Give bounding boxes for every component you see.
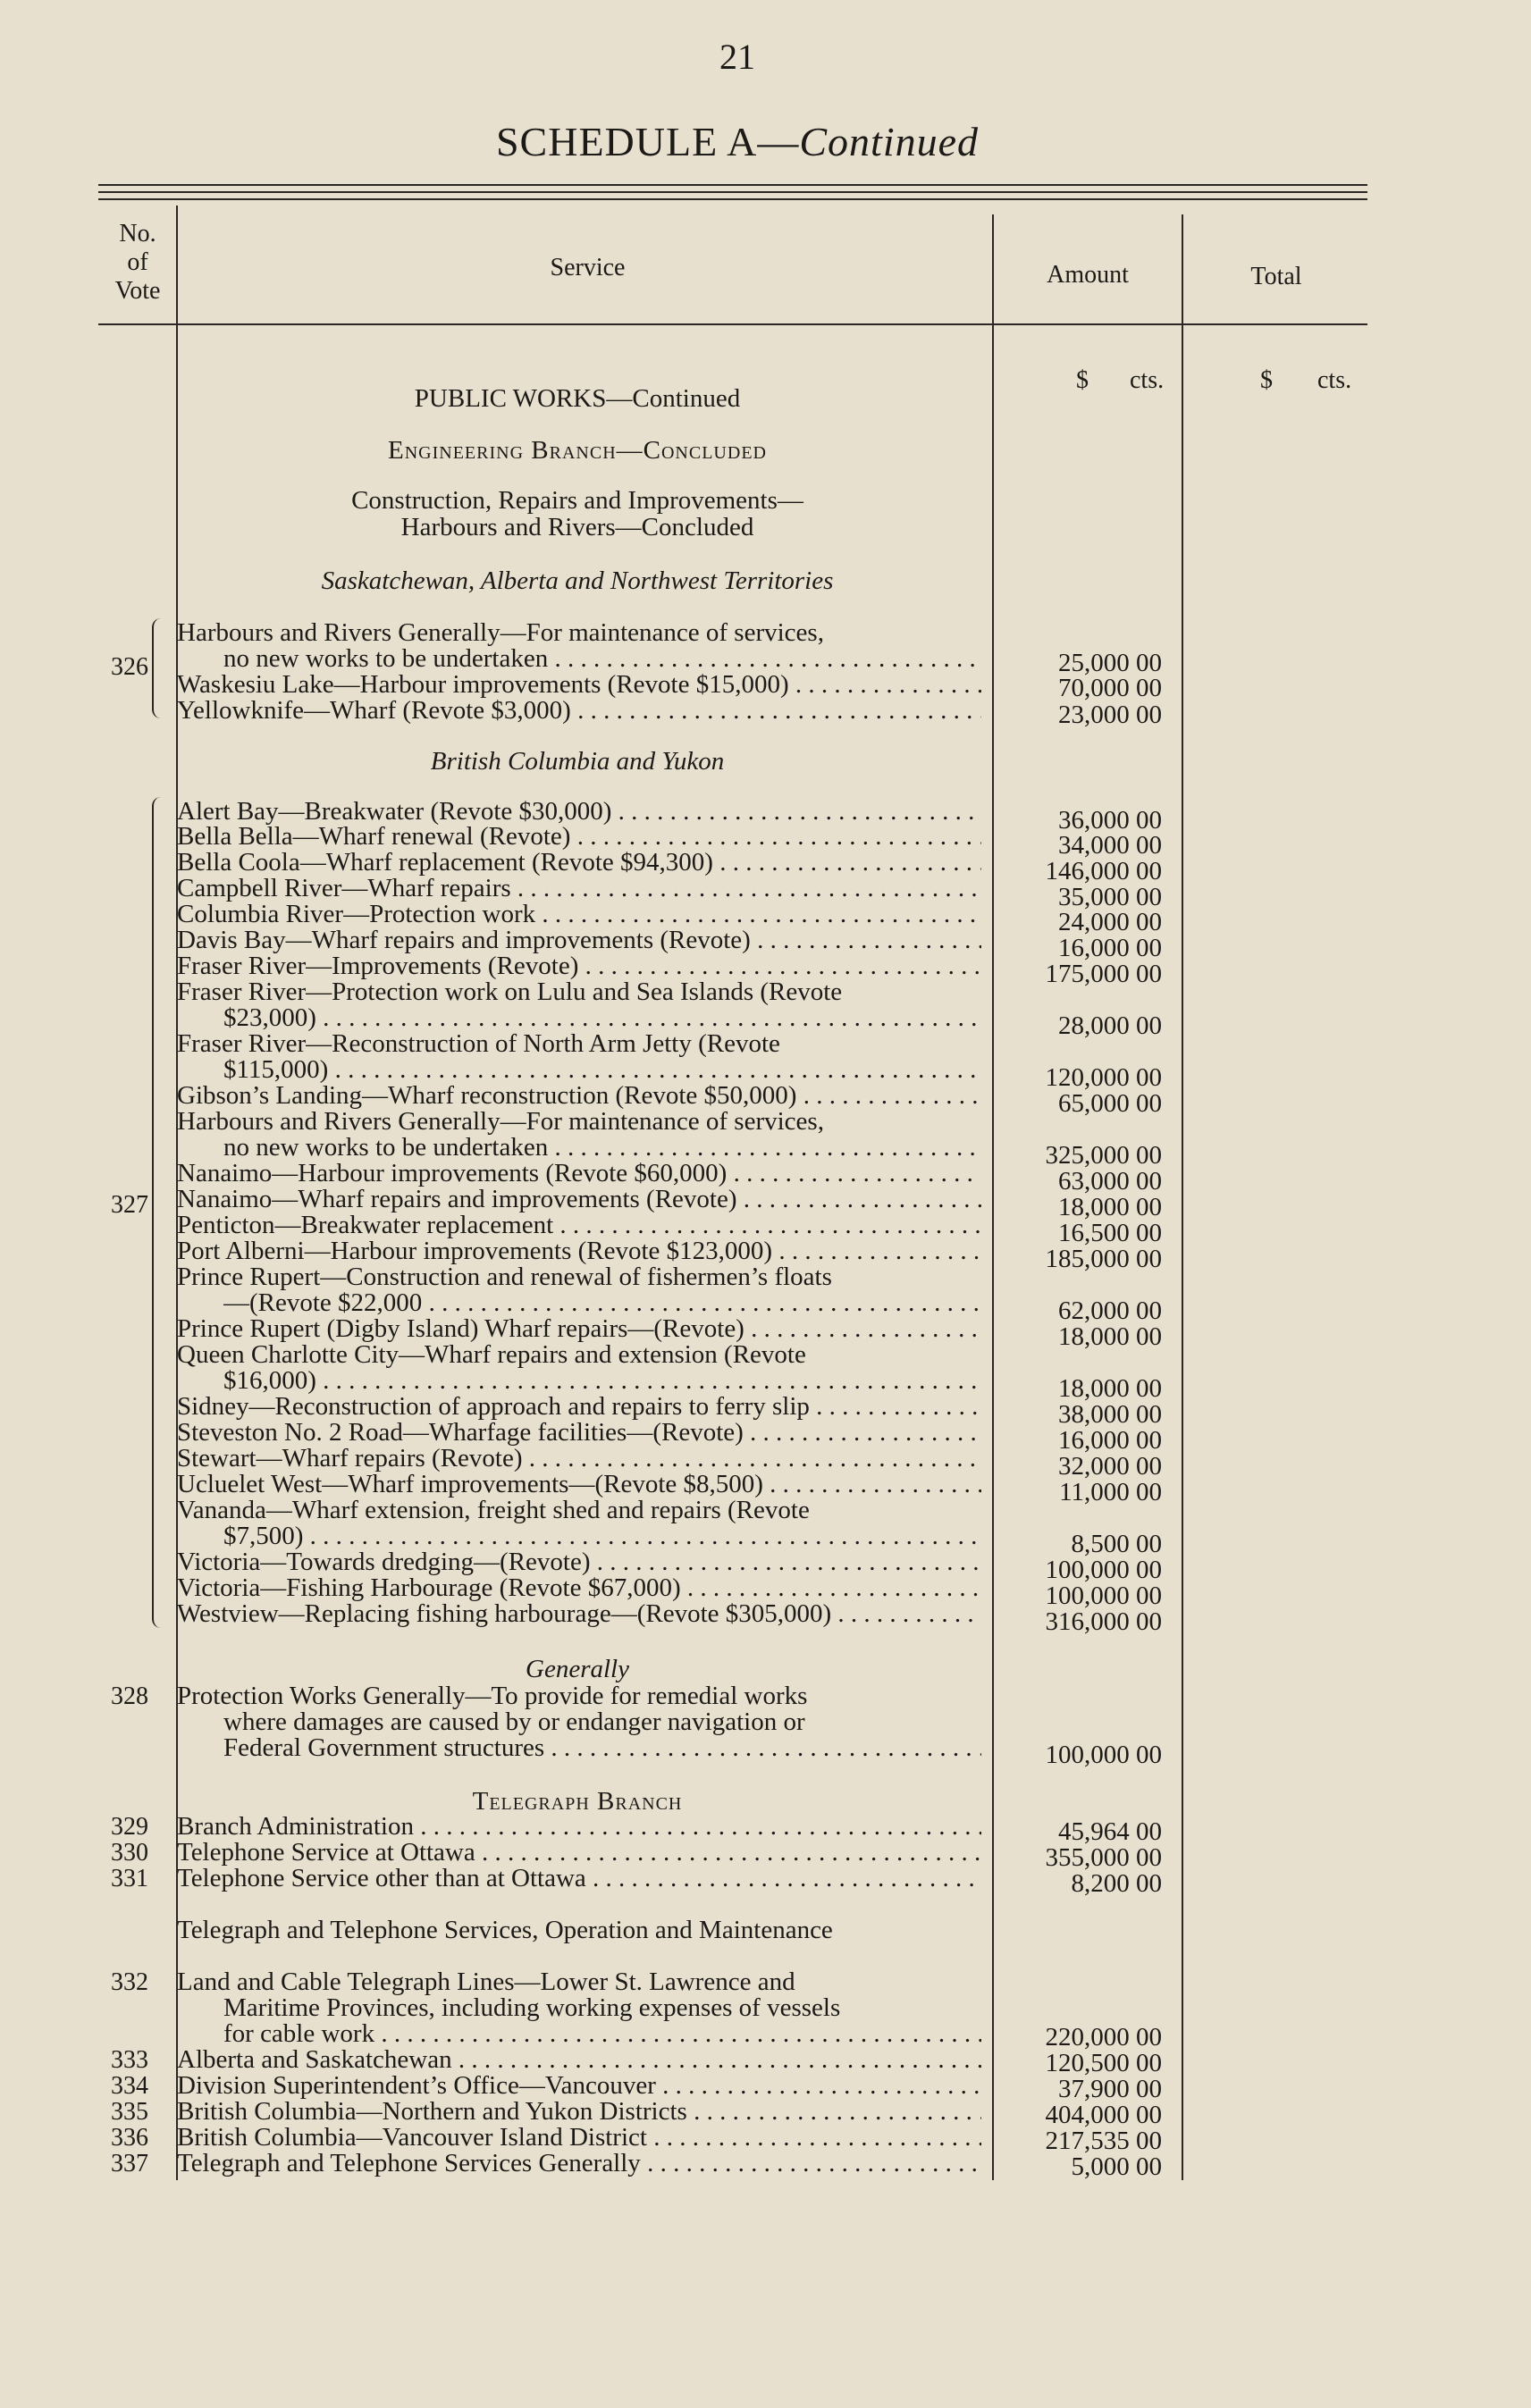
amount-value: 8,200 00 (1071, 1869, 1162, 1898)
service-line: Branch Administration . . . (177, 1814, 981, 1840)
service-line: Waskesiu Lake—Harbour improvements (Revote $15,000) . . . (177, 672, 981, 698)
service-line: British Columbia—Vancouver Island District . . . (177, 2125, 981, 2151)
section-generally: Generally (526, 1655, 629, 1683)
section-british-columbia: British Columbia and Yukon (430, 747, 725, 776)
vote-number: 334 (111, 2072, 148, 2100)
service-line: Gibson’s Landing—Wharf reconstruction (Revote $50,000) . . . (177, 1083, 981, 1109)
title-italic: Continued (799, 119, 980, 164)
section-public-works-text: PUBLIC WORKS—Continued (414, 384, 741, 413)
amount-value: 37,900 00 (1058, 2075, 1162, 2103)
service-line: Queen Charlotte City—Wharf repairs and extension (Revote (177, 1342, 806, 1368)
service-column-header: Service (550, 254, 626, 281)
vote-header-line: of (127, 248, 148, 276)
amount-value: 62,000 00 (1058, 1296, 1162, 1325)
top-rule-3 (98, 198, 1367, 200)
amount-value: 217,535 00 (1045, 2127, 1162, 2155)
amount-dollars-unit: $ (1076, 366, 1089, 394)
amount-value: 175,000 00 (1045, 960, 1162, 988)
vote-number: 328 (111, 1682, 148, 1710)
service-line: Alert Bay—Breakwater (Revote $30,000) . . . (177, 799, 981, 825)
vote-number: 335 (111, 2098, 148, 2126)
vote-header-line: No. (119, 220, 156, 248)
service-line: Protection Works Generally—To provide for remedial works (177, 1683, 808, 1709)
service-line: Stewart—Wharf repairs (Revote) . . . (177, 1446, 981, 1472)
service-line: Campbell River—Wharf repairs . . . (177, 876, 981, 902)
service-line: Prince Rupert (Digby Island) Wharf repairs—(Revote) . . . (177, 1316, 981, 1342)
amount-value: 34,000 00 (1058, 831, 1162, 860)
vote-number: 329 (111, 1813, 148, 1841)
service-line: Telephone Service other than at Ottawa . . . (177, 1866, 981, 1892)
amount-value: 18,000 00 (1058, 1193, 1162, 1221)
service-line: Fraser River—Improvements (Revote) . . . (177, 953, 981, 979)
amount-value: 325,000 00 (1045, 1141, 1162, 1170)
amount-value: 100,000 00 (1045, 1741, 1162, 1769)
amount-value: 70,000 00 (1058, 674, 1162, 702)
amount-value: 316,000 00 (1045, 1607, 1162, 1636)
vote-header-line: Vote (114, 277, 161, 305)
service-line: Sidney—Reconstruction of approach and repairs to ferry slip . . . (177, 1394, 981, 1420)
service-line: Vananda—Wharf extension, freight shed and repairs (Revote (177, 1498, 810, 1523)
service-line: Port Alberni—Harbour improvements (Revote $123,000) . . . (177, 1238, 981, 1264)
section-construction-line-1: Construction, Repairs and Improvements— (351, 486, 803, 515)
vote-column-header (93, 220, 182, 306)
schedule-title (0, 118, 1475, 165)
service-line: British Columbia—Northern and Yukon Districts . . . (177, 2099, 981, 2125)
amount-value: 404,000 00 (1045, 2101, 1162, 2129)
amount-value: 18,000 00 (1058, 1322, 1162, 1351)
service-line: $16,000) . . . (223, 1368, 981, 1394)
amount-value: 35,000 00 (1058, 883, 1162, 911)
amount-value: 220,000 00 (1045, 2023, 1162, 2051)
amount-value: 45,964 00 (1058, 1817, 1162, 1846)
total-cents-unit: cts. (1317, 366, 1352, 394)
vote-number: 337 (111, 2150, 148, 2177)
amount-value: 8,500 00 (1071, 1530, 1162, 1558)
section-construction-line-2: Harbours and Rivers—Concluded (400, 513, 754, 541)
service-line: $7,500) . . . (223, 1523, 981, 1549)
vote-number: 332 (111, 1968, 148, 1996)
service-line: Division Superintendent’s Office—Vancouver . . . (177, 2073, 981, 2099)
amount-value: 120,000 00 (1045, 1063, 1162, 1092)
service-line: Davis Bay—Wharf repairs and improvements (Revote) . . . (177, 927, 981, 953)
vote-326-brace (152, 618, 163, 718)
service-line: for cable work . . . (223, 2021, 981, 2047)
service-line: —(Revote $22,000 . . . (223, 1290, 981, 1316)
service-line: Harbours and Rivers Generally—For maintenance of services, (177, 1109, 824, 1135)
service-line: Fraser River—Protection work on Lulu and Sea Islands (Revote (177, 979, 843, 1005)
section-engineering-branch: Engineering Branch—Concluded (388, 436, 767, 465)
service-line: Ucluelet West—Wharf improvements—(Revote $8,500) . . . (177, 1472, 981, 1498)
amount-value: 100,000 00 (1045, 1582, 1162, 1610)
amount-value: 18,000 00 (1058, 1374, 1162, 1403)
vote-327-brace (152, 797, 163, 1628)
service-line: Harbours and Rivers Generally—For maintenance of services, (177, 620, 824, 646)
amount-value: 185,000 00 (1045, 1245, 1162, 1273)
amount-value: 5,000 00 (1071, 2152, 1162, 2181)
service-line: Alberta and Saskatchewan . . . (177, 2047, 981, 2073)
amount-value: 100,000 00 (1045, 1556, 1162, 1584)
header-bottom-rule (98, 323, 1367, 325)
service-line: Bella Coola—Wharf replacement (Revote $94,300) . . . (177, 850, 981, 876)
amount-value: 24,000 00 (1058, 908, 1162, 936)
vote-number: 333 (111, 2046, 148, 2074)
section-public-works (166, 386, 988, 412)
service-line: Victoria—Towards dredging—(Revote) . . . (177, 1549, 981, 1575)
vote-number: 336 (111, 2124, 148, 2152)
amount-value: 65,000 00 (1058, 1089, 1162, 1118)
service-line: Westview—Replacing fishing harbourage—(Revote $305,000) . . . (177, 1601, 981, 1627)
amount-value: 146,000 00 (1045, 857, 1162, 885)
service-line: Columbia River—Protection work . . . (177, 902, 981, 927)
title-main: SCHEDULE A— (495, 119, 800, 164)
total-column-header: Total (1250, 263, 1302, 290)
service-line: Nanaimo—Harbour improvements (Revote $60,000) . . . (177, 1161, 981, 1187)
top-rule-1 (98, 184, 1367, 186)
amount-value: 63,000 00 (1058, 1167, 1162, 1196)
service-column-divider (992, 214, 994, 2180)
vote-number: 331 (111, 1865, 148, 1892)
amount-column-divider (1182, 214, 1183, 2180)
vote-number: 327 (111, 1191, 148, 1219)
service-line: no new works to be undertaken . . . (223, 646, 981, 672)
amount-value: 16,000 00 (1058, 1426, 1162, 1455)
service-line: Penticton—Breakwater replacement . . . (177, 1212, 981, 1238)
amount-value: 11,000 00 (1059, 1478, 1162, 1506)
amount-value: 25,000 00 (1058, 649, 1162, 677)
top-rule-2 (98, 191, 1367, 193)
amount-value: 355,000 00 (1045, 1843, 1162, 1872)
amount-value: 16,500 00 (1058, 1219, 1162, 1247)
total-dollars-unit: $ (1260, 366, 1273, 394)
service-line: Victoria—Fishing Harbourage (Revote $67,000) . . . (177, 1575, 981, 1601)
section-saskatchewan: Saskatchewan, Alberta and Northwest Territories (321, 566, 834, 595)
service-line: Telephone Service at Ottawa . . . (177, 1840, 981, 1866)
service-line: Federal Government structures . . . (223, 1735, 981, 1761)
amount-value: 36,000 00 (1058, 806, 1162, 835)
amount-column-header: Amount (1047, 261, 1129, 289)
amount-cents-unit: cts. (1130, 366, 1165, 394)
service-line: Nanaimo—Wharf repairs and improvements (Revote) . . . (177, 1187, 981, 1212)
service-line: Fraser River—Reconstruction of North Arm Jetty (Revote (177, 1031, 780, 1057)
vote-number: 330 (111, 1839, 148, 1867)
vote-number: 326 (111, 653, 148, 681)
section-telegraph-branch: Telegraph Branch (472, 1787, 683, 1816)
service-line: Telegraph and Telephone Services Generally . . . (177, 2151, 981, 2177)
service-line: $23,000) . . . (223, 1005, 981, 1031)
amount-value: 23,000 00 (1058, 701, 1162, 729)
amount-value: 38,000 00 (1058, 1400, 1162, 1429)
service-line: Prince Rupert—Construction and renewal of fishermen’s floats (177, 1264, 832, 1290)
service-line: Maritime Provinces, including working expenses of vessels (223, 1995, 841, 2021)
section-telephone-operations: Telegraph and Telephone Services, Operation and Maintenance (177, 1917, 833, 1943)
amount-value: 16,000 00 (1058, 934, 1162, 962)
service-line: Land and Cable Telegraph Lines—Lower St. Lawrence and (177, 1969, 795, 1995)
service-line: Yellowknife—Wharf (Revote $3,000) . . . (177, 698, 981, 724)
service-line: $115,000) . . . (223, 1057, 981, 1083)
page-number: 21 (719, 37, 755, 77)
service-line: Bella Bella—Wharf renewal (Revote) . . . (177, 824, 981, 850)
amount-value: 28,000 00 (1058, 1011, 1162, 1040)
service-line: no new works to be undertaken . . . (223, 1135, 981, 1161)
service-line: where damages are caused by or endanger navigation or (223, 1709, 805, 1735)
amount-value: 120,500 00 (1045, 2049, 1162, 2077)
amount-value: 32,000 00 (1058, 1452, 1162, 1481)
service-line: Steveston No. 2 Road—Wharfage facilities—(Revote) . . . (177, 1420, 981, 1446)
